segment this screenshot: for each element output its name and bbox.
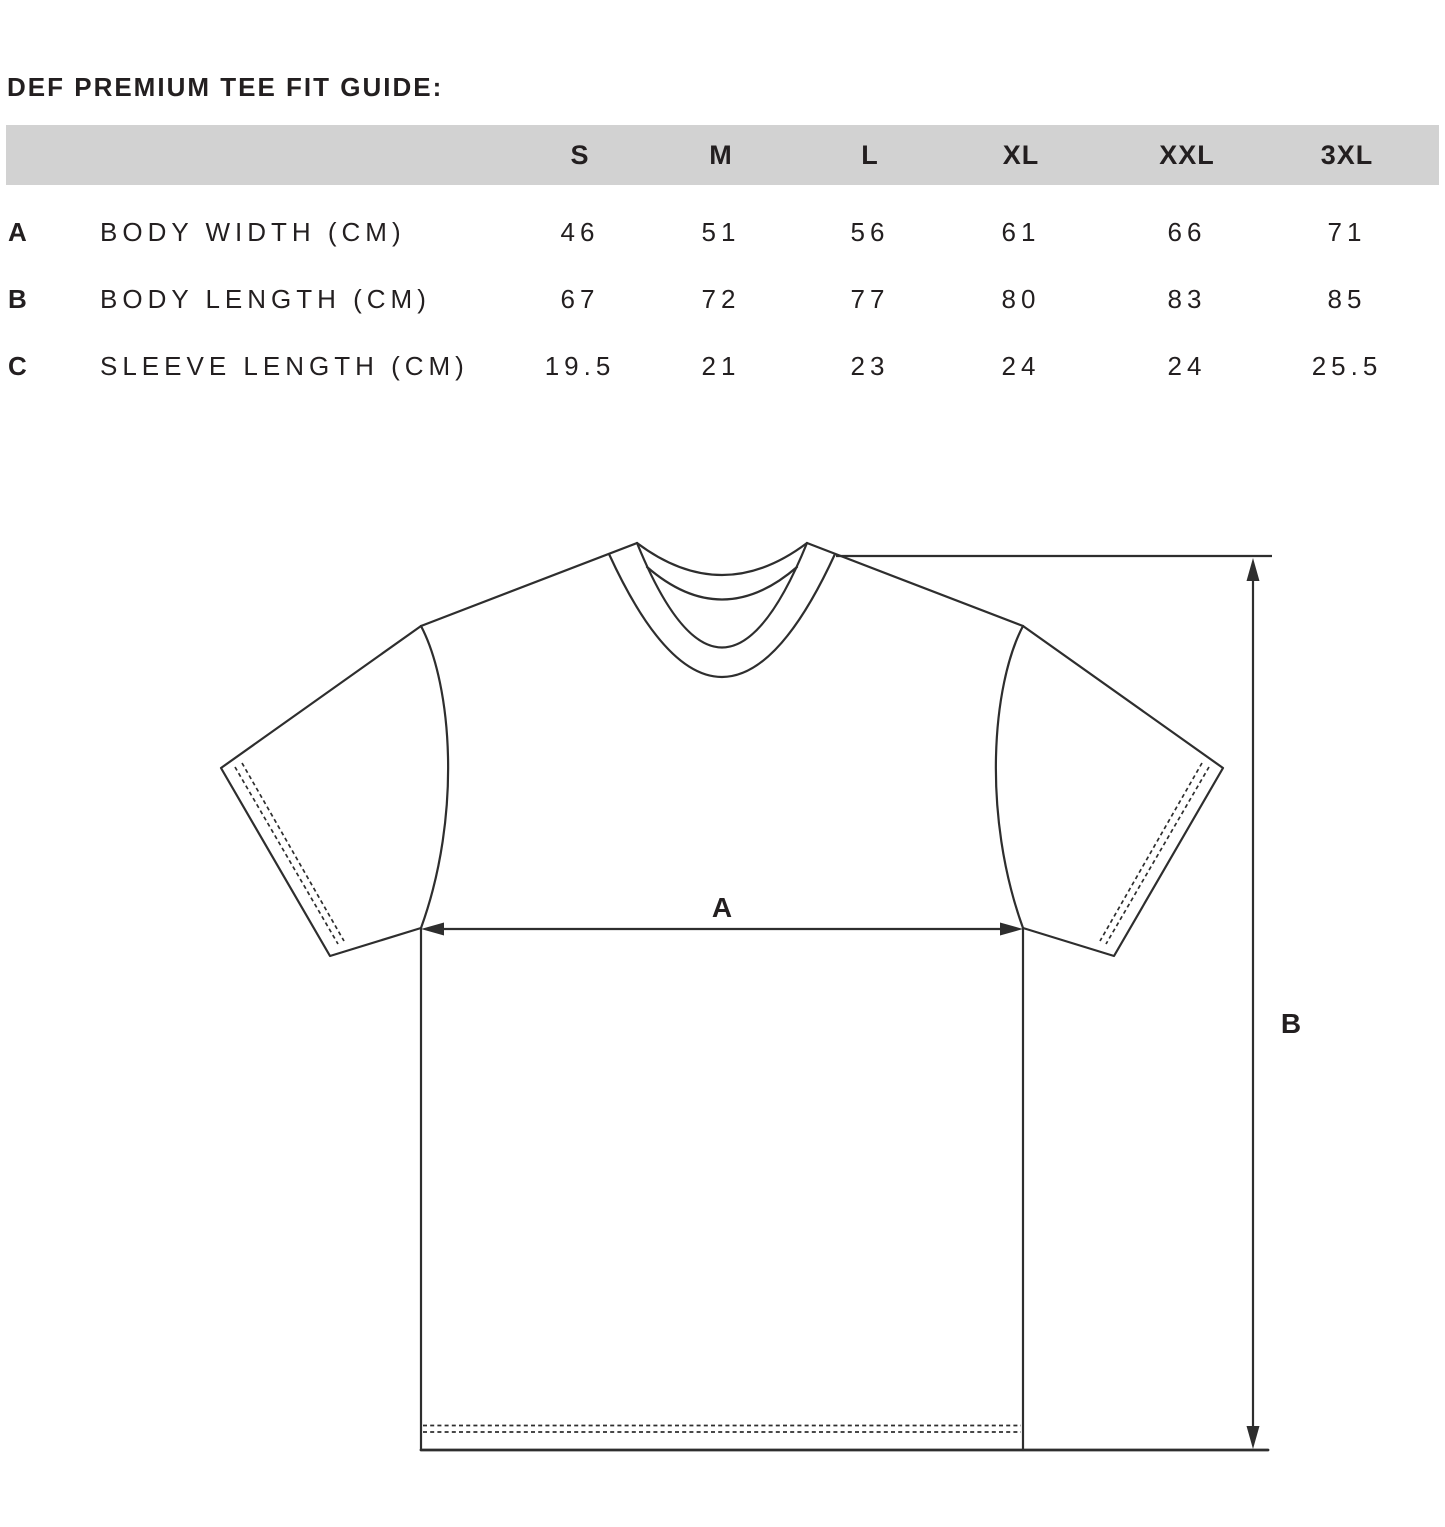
size-value: 66 bbox=[1167, 217, 1207, 247]
tee-sleeve-right bbox=[996, 626, 1223, 956]
size-value: 77 bbox=[850, 284, 890, 314]
size-value: 72 bbox=[701, 284, 741, 314]
size-value: 19.5 bbox=[544, 351, 616, 381]
row-key: A bbox=[8, 217, 27, 247]
row-label: BODY WIDTH (CM) bbox=[100, 217, 406, 247]
column-header-l: L bbox=[861, 139, 879, 170]
column-header-xxl: XXL bbox=[1159, 139, 1215, 170]
tee-sleeve-left bbox=[221, 626, 448, 956]
row-key: C bbox=[8, 351, 27, 381]
cuff-stitching-right bbox=[1100, 763, 1209, 944]
size-value: 67 bbox=[560, 284, 600, 314]
dim-a-arrowhead-right bbox=[1000, 923, 1023, 936]
tee-collar bbox=[609, 543, 835, 677]
dimension-a bbox=[421, 892, 1023, 936]
column-header-3xl: 3XL bbox=[1320, 139, 1374, 170]
size-value: 21 bbox=[701, 351, 741, 381]
page-title: DEF PREMIUM TEE FIT GUIDE: bbox=[7, 72, 444, 102]
size-value: 83 bbox=[1167, 284, 1207, 314]
dim-a-label: A bbox=[711, 892, 733, 923]
cuff-stitching-left bbox=[235, 763, 344, 944]
hem-stitching bbox=[423, 1426, 1021, 1433]
row-label: BODY LENGTH (CM) bbox=[100, 284, 431, 314]
size-value: 23 bbox=[850, 351, 890, 381]
dim-b-arrowhead-bottom bbox=[1247, 1426, 1260, 1449]
dimension-b bbox=[836, 556, 1301, 1449]
size-value: 61 bbox=[1001, 217, 1041, 247]
column-header-m: M bbox=[709, 139, 733, 170]
size-value: 71 bbox=[1327, 217, 1367, 247]
size-value: 56 bbox=[850, 217, 890, 247]
tee-shoulder-left bbox=[421, 543, 637, 626]
size-value: 24 bbox=[1001, 351, 1041, 381]
size-value: 85 bbox=[1327, 284, 1367, 314]
size-value: 51 bbox=[701, 217, 741, 247]
size-value: 25.5 bbox=[1311, 351, 1383, 381]
tee-body bbox=[421, 928, 1268, 1450]
dim-b-arrowhead-top bbox=[1247, 558, 1260, 581]
size-value: 80 bbox=[1001, 284, 1041, 314]
row-key: B bbox=[8, 284, 27, 314]
column-header-xl: XL bbox=[1002, 139, 1040, 170]
row-label: SLEEVE LENGTH (CM) bbox=[100, 351, 469, 381]
dim-b-label: B bbox=[1280, 1008, 1302, 1039]
column-header-s: S bbox=[570, 139, 590, 170]
size-value: 24 bbox=[1167, 351, 1207, 381]
size-value: 46 bbox=[560, 217, 600, 247]
dim-a-arrowhead-left bbox=[421, 923, 444, 936]
